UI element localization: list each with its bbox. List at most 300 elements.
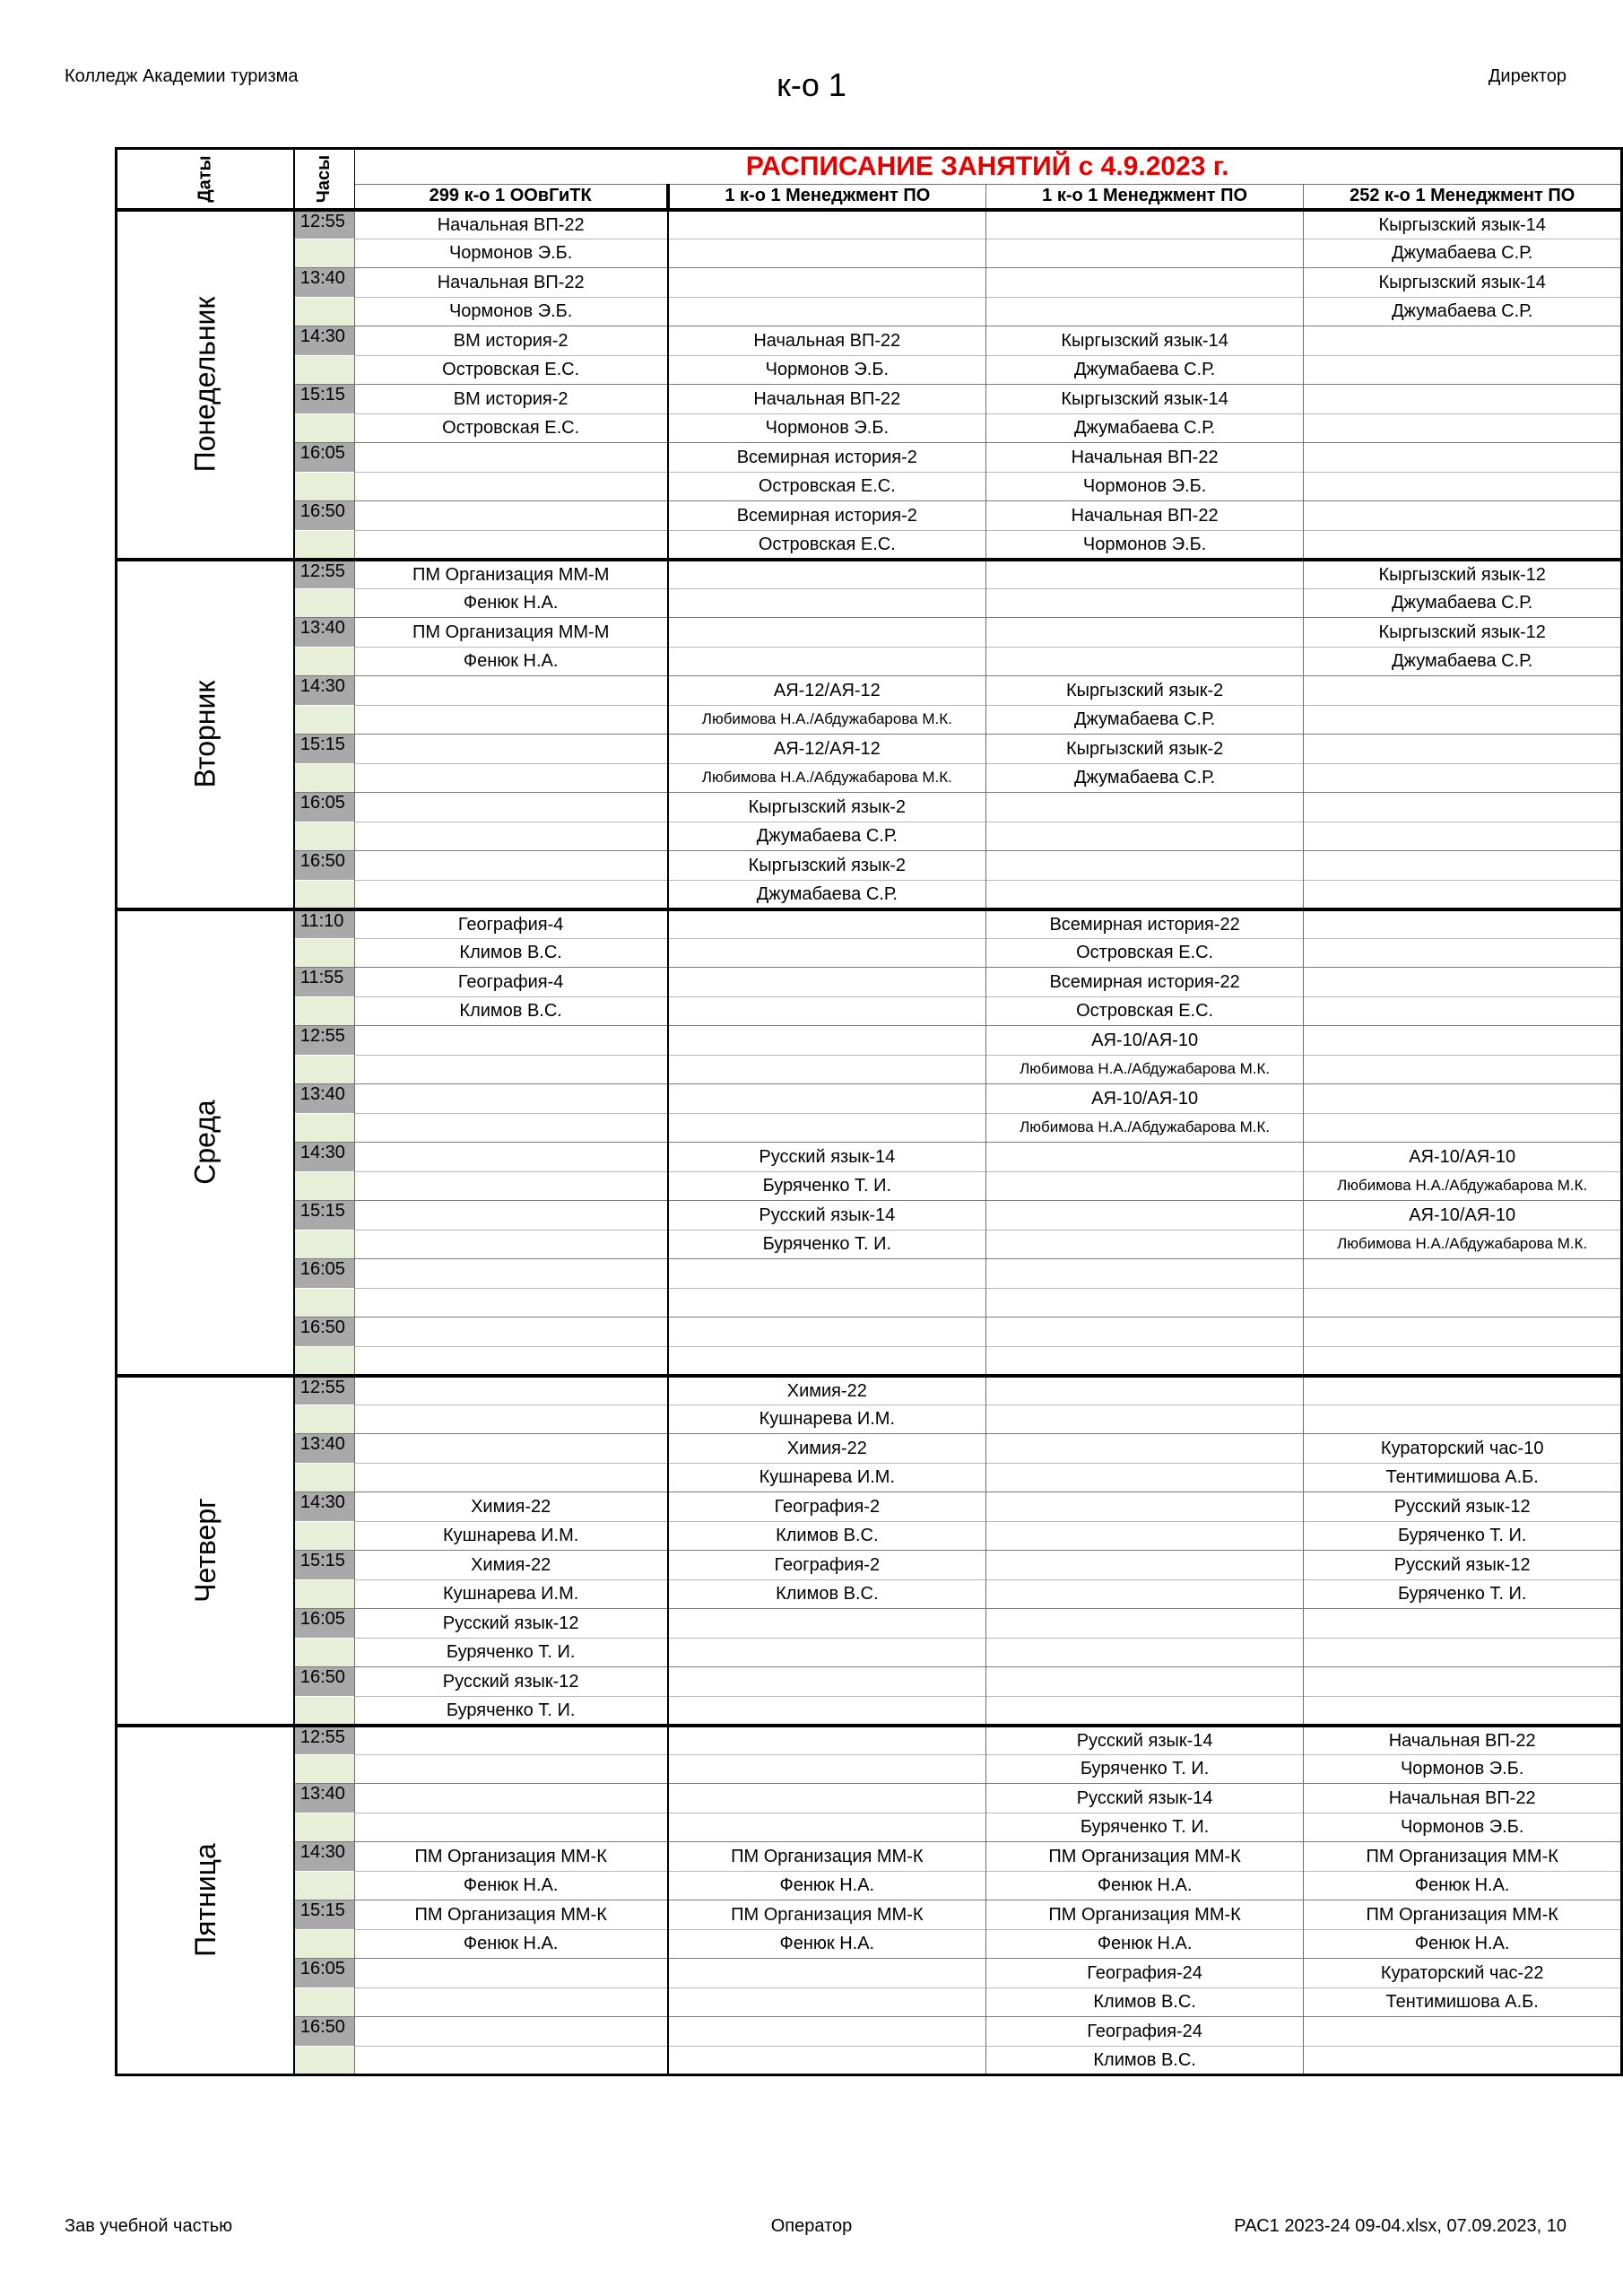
lesson-teacher	[1304, 822, 1622, 851]
lesson-teacher: Чормонов Э.Б.	[354, 239, 668, 268]
lesson-teacher	[668, 239, 986, 268]
time-cell-sub	[294, 1813, 354, 1842]
lesson-teacher	[985, 1405, 1304, 1434]
lesson-teacher: Кушнарева И.М.	[354, 1521, 668, 1551]
time-cell-sub	[294, 1346, 354, 1376]
lesson-subject: География-4	[354, 968, 668, 997]
day-label: Четверг	[117, 1376, 294, 1726]
lesson-subject: Химия-22	[668, 1434, 986, 1464]
time-cell-sub	[294, 1405, 354, 1434]
lesson-subject	[668, 2017, 986, 2047]
lesson-subject: Кыргызский язык-2	[985, 676, 1304, 706]
time-cell-sub	[294, 413, 354, 443]
lesson-subject	[1304, 909, 1622, 939]
time-cell: 14:30	[294, 1842, 354, 1872]
lesson-teacher: Любимова Н.А./Абдужабарова М.К.	[1304, 1171, 1622, 1201]
lesson-teacher	[1304, 763, 1622, 793]
lesson-teacher	[354, 2046, 668, 2075]
header-building: к-о 1	[777, 66, 846, 103]
lesson-teacher	[985, 1638, 1304, 1667]
lesson-teacher: Чормонов Э.Б.	[668, 413, 986, 443]
time-cell-sub	[294, 472, 354, 501]
lesson-teacher	[668, 2046, 986, 2075]
lesson-teacher	[1304, 2046, 1622, 2075]
lesson-teacher	[1304, 413, 1622, 443]
lesson-subject	[1304, 501, 1622, 531]
lesson-teacher	[1304, 996, 1622, 1026]
schedule-row	[117, 1784, 1622, 1813]
lesson-teacher: Климов В.С.	[668, 1579, 986, 1609]
time-cell: 12:55	[294, 1376, 354, 1405]
lesson-teacher: Климов В.С.	[354, 996, 668, 1026]
lesson-subject	[985, 1609, 1304, 1639]
lesson-teacher: Фенюк Н.А.	[1304, 1871, 1622, 1900]
lesson-subject	[985, 1201, 1304, 1231]
schedule-row	[117, 413, 1622, 443]
time-cell-sub	[294, 1463, 354, 1492]
lesson-teacher: Чормонов Э.Б.	[1304, 1754, 1622, 1784]
lesson-teacher	[668, 297, 986, 326]
lesson-subject	[668, 1959, 986, 1988]
time-cell: 16:05	[294, 443, 354, 473]
lesson-teacher: Островская Е.С.	[668, 472, 986, 501]
time-cell: 15:15	[294, 385, 354, 414]
lesson-teacher: Чормонов Э.Б.	[1304, 1813, 1622, 1842]
lesson-subject: Русский язык-14	[985, 1726, 1304, 1755]
lesson-teacher	[354, 1346, 668, 1376]
lesson-subject: География-24	[985, 1959, 1304, 1988]
schedule-row	[117, 618, 1622, 648]
lesson-teacher	[668, 1754, 986, 1784]
lesson-teacher: Чормонов Э.Б.	[985, 530, 1304, 560]
lesson-teacher	[1304, 1346, 1622, 1376]
lesson-teacher	[354, 472, 668, 501]
lesson-teacher	[1304, 472, 1622, 501]
lesson-teacher: Климов В.С.	[985, 2046, 1304, 2075]
time-cell-sub	[294, 1230, 354, 1259]
lesson-teacher	[354, 1171, 668, 1201]
lesson-subject	[354, 1726, 668, 1755]
lesson-teacher: Климов В.С.	[668, 1521, 986, 1551]
lesson-subject	[354, 1959, 668, 1988]
lesson-teacher	[668, 996, 986, 1026]
lesson-teacher: Фенюк Н.А.	[985, 1871, 1304, 1900]
lesson-subject: География-4	[354, 909, 668, 939]
lesson-teacher: Любимова Н.А./Абдужабарова М.К.	[668, 705, 986, 735]
lesson-teacher: Фенюк Н.А.	[668, 1929, 986, 1959]
lesson-subject: Начальная ВП-22	[668, 326, 986, 356]
lesson-subject: ПМ Организация ММ-К	[985, 1842, 1304, 1872]
schedule-row	[117, 968, 1622, 997]
schedule-row	[117, 1026, 1622, 1056]
lesson-subject	[354, 1376, 668, 1405]
schedule-row	[117, 1929, 1622, 1959]
lesson-teacher: Джумабаева С.Р.	[1304, 297, 1622, 326]
lesson-subject	[354, 676, 668, 706]
lesson-subject	[985, 1667, 1304, 1697]
time-cell-sub	[294, 822, 354, 851]
time-cell-sub	[294, 1754, 354, 1784]
lesson-teacher	[1304, 1638, 1622, 1667]
schedule-row	[117, 1842, 1622, 1872]
schedule-row	[117, 1376, 1622, 1405]
time-cell: 13:40	[294, 618, 354, 648]
lesson-subject	[668, 1084, 986, 1114]
schedule-row	[117, 1900, 1622, 1930]
lesson-subject	[668, 968, 986, 997]
lesson-subject: Всемирная история-22	[985, 968, 1304, 997]
lesson-teacher	[985, 1288, 1304, 1318]
lesson-teacher	[354, 1754, 668, 1784]
schedule-row	[117, 1609, 1622, 1639]
lesson-teacher	[354, 1405, 668, 1434]
lesson-teacher	[354, 1113, 668, 1143]
lesson-subject: АЯ-12/АЯ-12	[668, 735, 986, 764]
lesson-subject	[985, 210, 1304, 239]
lesson-teacher	[668, 1288, 986, 1318]
footer-operator: Оператор	[770, 2216, 853, 2236]
lesson-subject: Русский язык-14	[668, 1201, 986, 1231]
lesson-subject	[354, 1318, 668, 1347]
lesson-subject	[1304, 1318, 1622, 1347]
time-cell-sub	[294, 297, 354, 326]
lesson-subject	[668, 1784, 986, 1813]
time-cell-sub	[294, 1055, 354, 1084]
lesson-teacher: Островская Е.С.	[354, 413, 668, 443]
lesson-subject: Кыргызский язык-2	[985, 735, 1304, 764]
group-header: 1 к-о 1 Менеджмент ПО	[985, 185, 1304, 210]
schedule-row	[117, 443, 1622, 473]
lesson-subject: География-24	[985, 2017, 1304, 2047]
lesson-subject	[985, 1376, 1304, 1405]
schedule-row	[117, 1288, 1622, 1318]
schedule-row	[117, 1959, 1622, 1988]
time-cell-sub	[294, 239, 354, 268]
lesson-teacher	[354, 530, 668, 560]
day-label: Понедельник	[117, 210, 294, 560]
lesson-subject	[668, 1318, 986, 1347]
lesson-subject	[354, 1143, 668, 1172]
lesson-subject	[668, 560, 986, 589]
time-cell: 16:50	[294, 1318, 354, 1347]
lesson-teacher	[354, 1463, 668, 1492]
lesson-teacher: Буряченко Т. И.	[668, 1230, 986, 1259]
schedule-row	[117, 909, 1622, 939]
group-header: 1 к-о 1 Менеджмент ПО	[668, 185, 986, 210]
time-cell-sub	[294, 1113, 354, 1143]
lesson-subject	[668, 268, 986, 298]
lesson-subject	[668, 909, 986, 939]
time-cell-sub	[294, 996, 354, 1026]
lesson-subject	[354, 1026, 668, 1056]
lesson-teacher: Джумабаева С.Р.	[1304, 239, 1622, 268]
lesson-teacher: Буряченко Т. И.	[354, 1696, 668, 1726]
time-cell-sub	[294, 1288, 354, 1318]
schedule-row	[117, 560, 1622, 589]
lesson-subject	[668, 1726, 986, 1755]
lesson-teacher	[354, 822, 668, 851]
lesson-teacher: Фенюк Н.А.	[668, 1871, 986, 1900]
lesson-subject: ВМ история-2	[354, 326, 668, 356]
lesson-subject: Начальная ВП-22	[1304, 1784, 1622, 1813]
lesson-teacher	[354, 763, 668, 793]
day-label: Вторник	[117, 560, 294, 909]
lesson-teacher	[1304, 355, 1622, 385]
time-cell: 11:55	[294, 968, 354, 997]
lesson-teacher: Островская Е.С.	[354, 355, 668, 385]
schedule-row	[117, 239, 1622, 268]
time-cell-sub	[294, 1871, 354, 1900]
lesson-teacher	[668, 1055, 986, 1084]
lesson-teacher	[985, 647, 1304, 676]
lesson-teacher: Кушнарева И.М.	[668, 1463, 986, 1492]
schedule-row	[117, 268, 1622, 298]
lesson-subject: ВМ история-2	[354, 385, 668, 414]
lesson-subject: Русский язык-12	[354, 1667, 668, 1697]
lesson-teacher: Чормонов Э.Б.	[354, 297, 668, 326]
lesson-teacher: Джумабаева С.Р.	[985, 355, 1304, 385]
lesson-subject: АЯ-10/АЯ-10	[985, 1084, 1304, 1114]
lesson-subject: Кыргызский язык-14	[1304, 268, 1622, 298]
time-cell: 16:05	[294, 1959, 354, 1988]
lesson-teacher: Буряченко Т. И.	[985, 1754, 1304, 1784]
lesson-teacher: Джумабаева С.Р.	[985, 705, 1304, 735]
lesson-subject: АЯ-12/АЯ-12	[668, 676, 986, 706]
lesson-teacher: Фенюк Н.А.	[354, 647, 668, 676]
lesson-teacher	[985, 1463, 1304, 1492]
lesson-teacher	[668, 1696, 986, 1726]
lesson-subject	[1304, 326, 1622, 356]
time-cell-sub	[294, 880, 354, 909]
schedule-row	[117, 705, 1622, 735]
time-cell-sub	[294, 2046, 354, 2075]
lesson-subject	[354, 1201, 668, 1231]
schedule-row	[117, 297, 1622, 326]
schedule-row	[117, 1871, 1622, 1900]
dates-column-header: Даты	[117, 149, 294, 210]
lesson-subject	[985, 851, 1304, 881]
schedule-row	[117, 1813, 1622, 1842]
schedule-row	[117, 1318, 1622, 1347]
lesson-teacher	[668, 588, 986, 618]
lesson-subject	[985, 560, 1304, 589]
lesson-subject	[985, 1259, 1304, 1289]
lesson-teacher: Фенюк Н.А.	[1304, 1929, 1622, 1959]
lesson-subject	[354, 443, 668, 473]
time-cell: 16:50	[294, 1667, 354, 1697]
lesson-subject: Русский язык-12	[1304, 1551, 1622, 1580]
schedule-row	[117, 1084, 1622, 1114]
lesson-teacher: Тентимишова А.Б.	[1304, 1463, 1622, 1492]
lesson-subject: ПМ Организация ММ-К	[354, 1842, 668, 1872]
lesson-teacher	[354, 1230, 668, 1259]
lesson-subject: ПМ Организация ММ-К	[354, 1900, 668, 1930]
time-cell: 14:30	[294, 676, 354, 706]
time-cell: 14:30	[294, 1492, 354, 1522]
lesson-teacher	[1304, 1113, 1622, 1143]
lesson-teacher: Джумабаева С.Р.	[1304, 647, 1622, 676]
schedule-row	[117, 1201, 1622, 1231]
day-label: Среда	[117, 909, 294, 1376]
lesson-subject	[1304, 385, 1622, 414]
lesson-teacher: Джумабаева С.Р.	[985, 763, 1304, 793]
time-cell-sub	[294, 588, 354, 618]
schedule-row	[117, 676, 1622, 706]
lesson-subject: Всемирная история-2	[668, 443, 986, 473]
lesson-subject	[985, 268, 1304, 298]
header-college-name: Колледж Академии туризма	[65, 66, 299, 86]
lesson-teacher: Островская Е.С.	[985, 938, 1304, 968]
lesson-subject	[1304, 968, 1622, 997]
time-cell: 12:55	[294, 210, 354, 239]
schedule-row	[117, 763, 1622, 793]
lesson-subject: Кураторский час-10	[1304, 1434, 1622, 1464]
time-cell: 16:05	[294, 1609, 354, 1639]
lesson-teacher	[985, 1521, 1304, 1551]
schedule-row	[117, 1143, 1622, 1172]
time-cell: 11:10	[294, 909, 354, 939]
schedule-row	[117, 880, 1622, 909]
lesson-subject: ПМ Организация ММ-К	[1304, 1900, 1622, 1930]
lesson-teacher: Фенюк Н.А.	[354, 588, 668, 618]
lesson-subject: Русский язык-14	[668, 1143, 986, 1172]
lesson-subject	[985, 1434, 1304, 1464]
lesson-teacher	[985, 1230, 1304, 1259]
lesson-subject	[354, 735, 668, 764]
lesson-subject: География-2	[668, 1551, 986, 1580]
lesson-teacher	[1304, 1055, 1622, 1084]
lesson-subject	[1304, 676, 1622, 706]
time-cell-sub	[294, 355, 354, 385]
time-cell-sub	[294, 938, 354, 968]
lesson-teacher: Буряченко Т. И.	[354, 1638, 668, 1667]
lesson-teacher	[985, 297, 1304, 326]
schedule-row	[117, 1754, 1622, 1784]
lesson-subject	[1304, 1667, 1622, 1697]
time-cell: 13:40	[294, 1084, 354, 1114]
lesson-subject: Кыргызский язык-2	[668, 793, 986, 822]
lesson-teacher: Любимова Н.А./Абдужабарова М.К.	[985, 1113, 1304, 1143]
schedule-row	[117, 1492, 1622, 1522]
lesson-teacher: Фенюк Н.А.	[354, 1929, 668, 1959]
lesson-subject: Начальная ВП-22	[1304, 1726, 1622, 1755]
lesson-subject	[1304, 735, 1622, 764]
lesson-teacher: Джумабаева С.Р.	[668, 880, 986, 909]
lesson-subject: ПМ Организация ММ-М	[354, 560, 668, 589]
schedule-row	[117, 793, 1622, 822]
time-cell: 16:05	[294, 1259, 354, 1289]
lesson-teacher: Островская Е.С.	[985, 996, 1304, 1026]
schedule-row	[117, 1405, 1622, 1434]
time-cell-sub	[294, 1929, 354, 1959]
lesson-teacher: Буряченко Т. И.	[985, 1813, 1304, 1842]
lesson-subject: Химия-22	[354, 1551, 668, 1580]
lesson-teacher	[668, 647, 986, 676]
lesson-subject: ПМ Организация ММ-К	[985, 1900, 1304, 1930]
lesson-teacher	[354, 1813, 668, 1842]
lesson-subject: Начальная ВП-22	[354, 210, 668, 239]
time-cell: 16:50	[294, 501, 354, 531]
lesson-subject: Кыргызский язык-14	[1304, 210, 1622, 239]
schedule-row	[117, 1259, 1622, 1289]
schedule-row	[117, 1346, 1622, 1376]
lesson-subject: Всемирная история-22	[985, 909, 1304, 939]
lesson-subject	[1304, 2017, 1622, 2047]
schedule-row	[117, 1696, 1622, 1726]
lesson-subject: ПМ Организация ММ-К	[1304, 1842, 1622, 1872]
lesson-teacher	[668, 1813, 986, 1842]
lesson-teacher: Буряченко Т. И.	[668, 1171, 986, 1201]
time-cell: 16:50	[294, 2017, 354, 2047]
schedule-row	[117, 851, 1622, 881]
time-cell: 15:15	[294, 1900, 354, 1930]
lesson-subject: Русский язык-12	[354, 1609, 668, 1639]
lesson-teacher	[354, 1055, 668, 1084]
schedule-row	[117, 1055, 1622, 1084]
lesson-teacher	[668, 1638, 986, 1667]
schedule-row	[117, 472, 1622, 501]
time-cell: 15:15	[294, 1201, 354, 1231]
lesson-subject	[1304, 1259, 1622, 1289]
lesson-teacher	[1304, 880, 1622, 909]
schedule-row	[117, 355, 1622, 385]
schedule-row	[117, 588, 1622, 618]
lesson-subject	[668, 1667, 986, 1697]
lesson-subject	[1304, 793, 1622, 822]
lesson-teacher	[1304, 705, 1622, 735]
schedule-row	[117, 210, 1622, 239]
schedule-title: РАСПИСАНИЕ ЗАНЯТИЙ с 4.9.2023 г.	[745, 152, 1229, 181]
schedule-row	[117, 1434, 1622, 1464]
schedule-row	[117, 530, 1622, 560]
lesson-teacher: Фенюк Н.А.	[354, 1871, 668, 1900]
time-cell: 12:55	[294, 1026, 354, 1056]
time-cell-sub	[294, 1987, 354, 2017]
lesson-subject	[354, 501, 668, 531]
lesson-subject	[985, 1143, 1304, 1172]
footer-file-info: РАС1 2023-24 09-04.xlsx, 07.09.2023, 10	[1234, 2216, 1567, 2236]
schedule-row	[117, 1667, 1622, 1697]
lesson-subject	[985, 1551, 1304, 1580]
time-cell-sub	[294, 1696, 354, 1726]
lesson-subject: Кураторский час-22	[1304, 1959, 1622, 1988]
schedule-table	[115, 147, 1623, 2076]
schedule-row	[117, 1551, 1622, 1580]
lesson-subject	[985, 618, 1304, 648]
lesson-teacher	[985, 1579, 1304, 1609]
lesson-subject: Кыргызский язык-14	[985, 326, 1304, 356]
lesson-subject	[985, 1492, 1304, 1522]
schedule-row	[117, 2046, 1622, 2075]
lesson-subject: Кыргызский язык-12	[1304, 560, 1622, 589]
lesson-subject: ПМ Организация ММ-К	[668, 1842, 986, 1872]
lesson-teacher	[1304, 530, 1622, 560]
lesson-subject	[354, 2017, 668, 2047]
lesson-subject	[1304, 1376, 1622, 1405]
schedule-row	[117, 501, 1622, 531]
schedule-row	[117, 1113, 1622, 1143]
lesson-subject	[354, 1084, 668, 1114]
time-cell-sub	[294, 1579, 354, 1609]
time-cell-sub	[294, 1638, 354, 1667]
schedule-row	[117, 996, 1622, 1026]
lesson-teacher: Кушнарева И.М.	[354, 1579, 668, 1609]
footer-head-of-studies: Зав учебной частью	[65, 2216, 233, 2236]
lesson-subject	[354, 1784, 668, 1813]
time-cell: 16:05	[294, 793, 354, 822]
lesson-subject: Кыргызский язык-2	[668, 851, 986, 881]
lesson-teacher: Любимова Н.А./Абдужабарова М.К.	[1304, 1230, 1622, 1259]
